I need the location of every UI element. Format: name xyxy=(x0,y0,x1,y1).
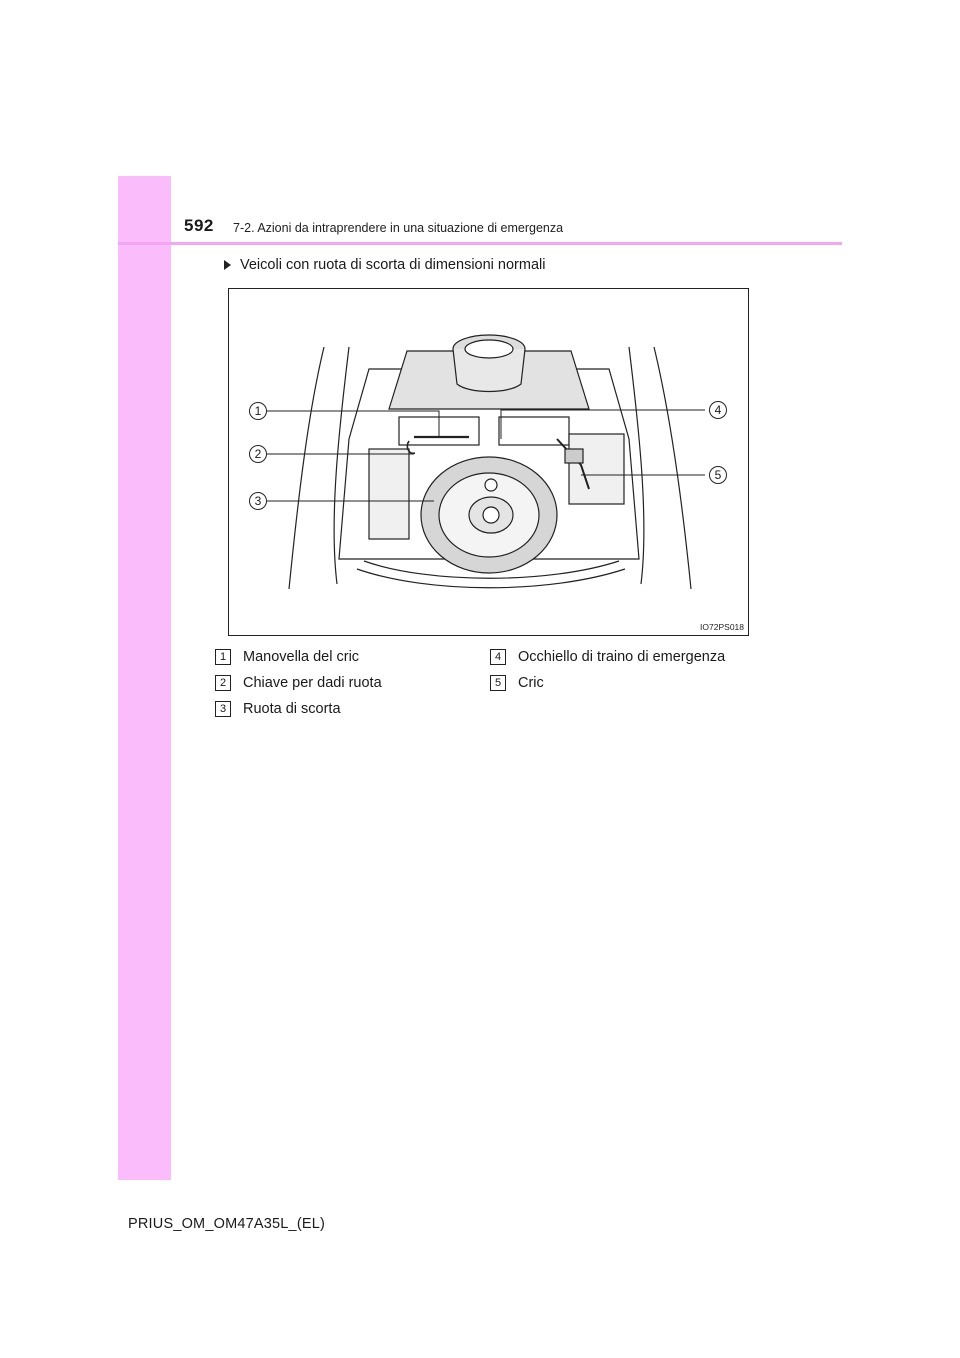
header-rule xyxy=(118,242,842,245)
legend-label: Manovella del cric xyxy=(243,649,360,665)
legend-label: Occhiello di traino di emergenza xyxy=(518,649,726,665)
triangle-bullet-icon xyxy=(224,260,231,270)
legend-item-2 xyxy=(215,675,382,691)
callout-1: 1 xyxy=(249,402,267,420)
legend-item-5 xyxy=(490,675,544,691)
trunk-illustration xyxy=(228,288,749,636)
legend-number: 2 xyxy=(215,675,231,691)
legend-number: 3 xyxy=(215,701,231,717)
callout-5: 5 xyxy=(709,466,727,484)
callout-4: 4 xyxy=(709,401,727,419)
legend-number: 5 xyxy=(490,675,506,691)
callout-2: 2 xyxy=(249,445,267,463)
legend-item-3 xyxy=(215,701,341,717)
subheading-text: Veicoli con ruota di scorta di dimensioni normali xyxy=(240,257,546,273)
section-title: 7-2. Azioni da intraprendere in una situazione di emergenza xyxy=(233,221,564,235)
legend-number: 4 xyxy=(490,649,506,665)
legend-label: Ruota di scorta xyxy=(243,701,341,717)
legend-item-4 xyxy=(490,649,725,665)
side-color-band xyxy=(118,176,171,1180)
subheading xyxy=(224,257,545,273)
jack-area xyxy=(569,434,624,504)
legend-item-1 xyxy=(215,649,359,665)
page-number: 592 xyxy=(184,216,214,235)
body-left-edge xyxy=(289,347,324,589)
side-storage-left xyxy=(369,449,409,539)
figure-code: IO72PS018 xyxy=(700,622,744,632)
legend-label: Chiave per dadi ruota xyxy=(243,675,382,691)
legend-number: 1 xyxy=(215,649,231,665)
legend-label: Cric xyxy=(518,675,544,691)
callout-3: 3 xyxy=(249,492,267,510)
body-right-edge xyxy=(654,347,691,589)
trunk-drawing xyxy=(229,289,749,636)
footer-doc-code: PRIUS_OM_OM47A35L_(EL) xyxy=(128,1216,326,1232)
